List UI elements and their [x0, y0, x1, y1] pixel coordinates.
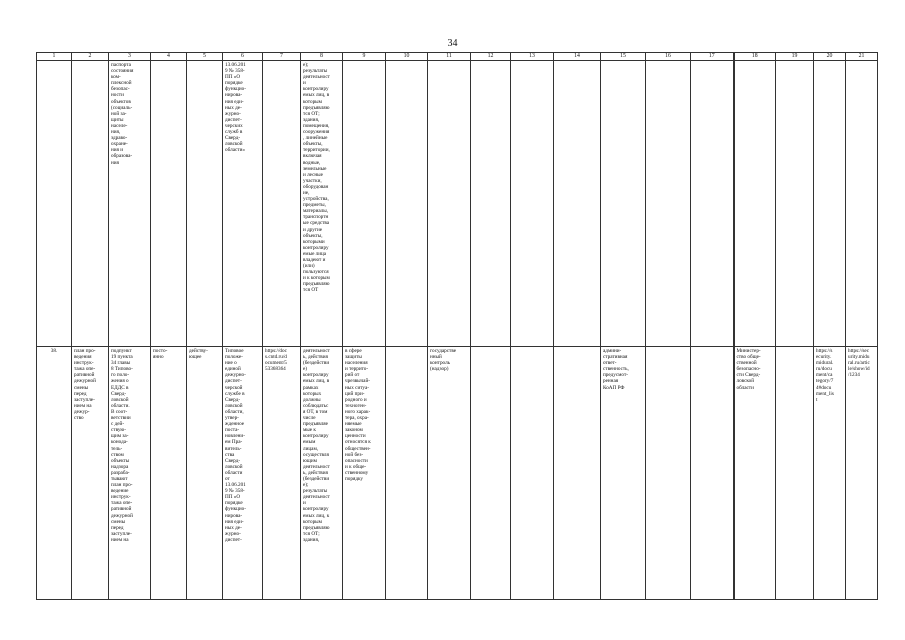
table-cell: [846, 61, 878, 347]
column-header: 2: [72, 53, 109, 61]
registry-table: [36, 52, 878, 600]
table-cell: посто- янно: [151, 347, 187, 600]
table-cell: [776, 347, 814, 600]
table-cell: https://doc s.cntd.ru/d ocument/5 53368364: [263, 347, 301, 600]
column-header: 3: [109, 53, 151, 61]
column-header: 17: [691, 53, 734, 61]
table-cell: [554, 61, 601, 347]
column-header: 8: [301, 53, 343, 61]
table-cell: [386, 61, 428, 347]
column-header: 12: [471, 53, 511, 61]
column-header: 21: [846, 53, 878, 61]
table-cell: [151, 61, 187, 347]
table-cell: деятельност ь, действия (бездействи е) контролиру емых лиц, в рамках которых должны соблюдатьс я ОТ, в том числе предъявляе мые к контролиру емым лицам, осуществля ющим деятельност ь, действия (бездействи е); результаты деятельност и контролиру емых лиц, к которым предъявляю тся ОТ; здания,: [301, 347, 343, 600]
table-cell: е); результаты деятельност и контролиру емых лиц, в которым предъявляю тся ОТ; здания, помещения, сооружения , линейные объекты, территории, включая водные, земельные и лесные участки, оборудован ие, устройства, предметы, материалы, транспортн ые средства и другие объекты, которыми контролиру емые лица владеют и (или) пользуются и к которым предъявляю тся ОТ: [301, 61, 343, 347]
table-cell: [814, 61, 846, 347]
column-header: 5: [187, 53, 223, 61]
page-number: 34: [447, 38, 458, 49]
table-cell: [343, 61, 386, 347]
table-cell: [428, 61, 471, 347]
table-cell: [776, 61, 814, 347]
table-cell: [386, 347, 428, 600]
table-cell: [72, 61, 109, 347]
table-cell: [263, 61, 301, 347]
table-cell: Министер- ство обще- ственной безопасно- сти Сверд- ловской области: [734, 347, 776, 600]
column-header: 10: [386, 53, 428, 61]
column-header: 13: [511, 53, 554, 61]
table-cell: подпункт 19 пункта 34 главы 8 Типово- го поло- жения о ЕДДС в Сверд- ловской области. В соот- ветствии с дей- ствую- щим за- конода- тель- ством объекты надзора разраба- тывают план про- ведение инструк- тажа опе- ративной дежурной смены перед заступле- нием на: [109, 347, 151, 600]
table-cell: [646, 347, 691, 600]
table-cell: [601, 61, 646, 347]
table-cell: [511, 61, 554, 347]
column-header: 14: [554, 53, 601, 61]
column-header: 1: [37, 53, 72, 61]
table-cell: [187, 61, 223, 347]
table-row: [37, 61, 878, 347]
column-header: 19: [776, 53, 814, 61]
table-cell: [37, 61, 72, 347]
column-header: 11: [428, 53, 471, 61]
table-cell: https://sec urity.midu ral.ru/artic le/show/id /1234: [846, 347, 878, 600]
column-header: 18: [734, 53, 776, 61]
table-cell: админи- стративная ответ- ственность, предусмот- ренная КоАП РФ: [601, 347, 646, 600]
table-cell: план про- ведения инструк- тажа опе- ративной дежурной смены перед заступле- нием на дежур- ство: [72, 347, 109, 600]
table-cell: [646, 61, 691, 347]
table-cell: [554, 347, 601, 600]
table-cell: 38.: [37, 347, 72, 600]
table-cell: [734, 61, 776, 347]
table-cell: [511, 347, 554, 600]
column-header: 20: [814, 53, 846, 61]
table-row: [37, 347, 878, 600]
column-header: 15: [601, 53, 646, 61]
column-header: 7: [263, 53, 301, 61]
table-cell: государстве нный контроль (надзор): [428, 347, 471, 600]
column-header: 16: [646, 53, 691, 61]
header-row: [37, 53, 878, 61]
table-cell: [471, 61, 511, 347]
table-cell: [691, 61, 734, 347]
column-header: 4: [151, 53, 187, 61]
table-cell: действу- ющее: [187, 347, 223, 600]
table-cell: [691, 347, 734, 600]
table-cell: Типовое положе- ние о единой дежурно- диспет- черской службе в Сверд- ловской области, утвер- жденное поста- новлени- ем Пра- витель- ства Сверд- ловской области от 13.06.201 9 № 358- ПП «О порядке функцио- нирова- ния еди- ных де- журно- диспет-: [223, 347, 263, 600]
table-cell: 13.06.201 9 № 358- ПП «О порядке функцио- нирова- ния еди- ных де- журно- диспет- черских служб в Сверд- ловской области»: [223, 61, 263, 347]
table-cell: https://s ecurity. midural. ru/docu ment/ca tegory/7 4#docu ment_lis t: [814, 347, 846, 600]
table-cell: паспорта состояния ком- плексной безопас- ности объектов (социаль- ной за- щиты населе- ния, здраво- охране- ния и образова- ния: [109, 61, 151, 347]
column-header: 6: [223, 53, 263, 61]
table-cell: [471, 347, 511, 600]
column-header: 9: [343, 53, 386, 61]
table-cell: в сфере защиты населения и террито- рий от чрезвычай- ных ситуа- ций при- родного и техноген- ного харак- тера, охра- няемые законом ценности относятся к обществен- ной без- опасности и к обще- ственному порядку: [343, 347, 386, 600]
